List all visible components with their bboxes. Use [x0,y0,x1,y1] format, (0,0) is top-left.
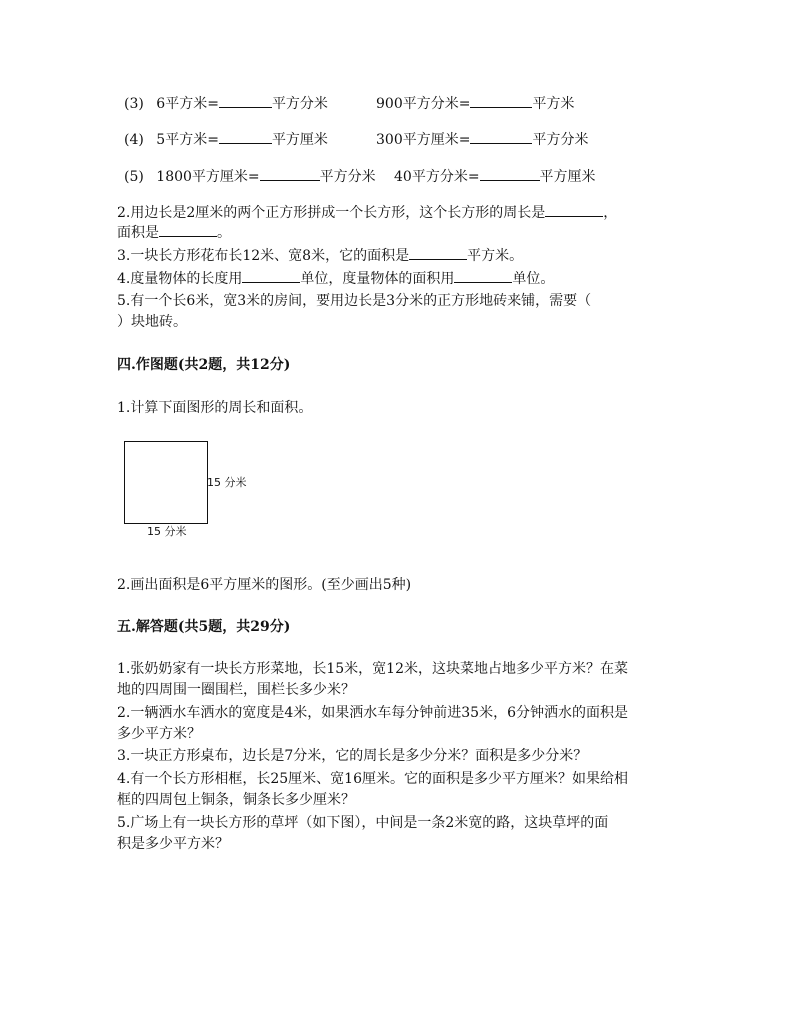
section-5-heading: 五.解答题(共5题，共29分) [117,619,291,635]
question-text: 4.度量物体的长度用 [117,271,243,287]
conversion-expression: 5平方米= [156,132,219,148]
section-5-line: 4.有一个长方形相框，长25厘米、宽16厘米。它的面积是多少平方厘米？如果给相 [117,771,628,787]
conversion-expression: 1800平方厘米= [156,169,260,185]
question-2-line-2 [117,222,231,243]
question-text: 3.一块长方形花布长12米、宽8米，它的面积是 [117,248,410,264]
answer-blank[interactable] [219,93,272,108]
conversion-row-4-left [124,129,328,150]
question-5-line-1: 5.有一个长6米，宽3米的房间，要用边长是3分米的正方形地砖来铺，需要（ [117,293,592,309]
answer-blank[interactable] [409,245,467,260]
conversion-unit: 平方厘米 [539,169,596,185]
conversion-row-5-right [394,166,596,187]
conversion-row-5-left [124,166,376,187]
section-5-line: 3.一块正方形桌布，边长是7分米，它的周长是多少分米？面积是多少分米？ [117,748,588,764]
question-text: 2.用边长是2厘米的两个正方形拼成一个长方形，这个长方形的周长是 [117,205,546,221]
section-5-line: 多少平方米？ [117,726,201,742]
conversion-unit: 平方米 [532,96,575,112]
question-2-line-1 [117,202,617,223]
answer-blank[interactable] [219,129,272,144]
section-5-line: 积是多少平方米？ [117,836,229,852]
section-5-line: 地的四周围一圈围栏，围栏长多少米？ [117,682,355,698]
answer-blank[interactable] [545,202,603,217]
section-5-line: 2.一辆洒水车洒水的宽度是4米，如果洒水车每分钟前进35米，6分钟洒水的面积是 [117,705,628,721]
answer-blank[interactable] [242,268,300,283]
answer-blank[interactable] [480,166,540,181]
section-4-question-2: 2.画出面积是6平方厘米的图形。(至少画出5种) [117,577,412,593]
question-text: 单位，度量物体的面积用 [300,271,455,287]
conversion-unit: 平方分米 [271,96,328,112]
question-text: 面积是 [117,225,159,241]
side-length-label: 15 分米 [207,476,247,489]
section-4-question-1: 1.计算下面图形的周长和面积。 [117,400,313,416]
answer-blank[interactable] [454,268,512,283]
bottom-length-label: 15 分米 [147,525,187,538]
conversion-expression: 6平方米= [156,96,219,112]
punctuation: ， [603,205,618,221]
square-figure [124,441,208,524]
conversion-row-3-right [376,93,574,114]
question-text: 单位。 [512,271,555,287]
answer-blank[interactable] [159,222,217,237]
answer-blank[interactable] [470,129,532,144]
section-5-line: 框的四周包上铜条，铜条长多少厘米？ [117,792,355,808]
section-5-line: 5.广场上有一块长方形的草坪（如下图），中间是一条2米宽的路，这块草坪的面 [117,815,609,831]
conversion-expression: 900平方分米= [376,96,471,112]
conversion-row-3-left [124,93,328,114]
answer-blank[interactable] [260,166,320,181]
section-5-line: 1.张奶奶家有一块长方形菜地，长15米，宽12米，这块菜地占地多少平方米？在菜 [117,661,628,677]
conversion-unit: 平方分米 [532,132,589,148]
conversion-expression: 300平方厘米= [376,132,471,148]
conversion-expression: 40平方分米= [394,169,480,185]
conversion-unit: 平方厘米 [271,132,328,148]
item-number: (3) [124,96,144,112]
question-5-line-2: ）块地砖。 [117,314,187,330]
conversion-row-4-right [376,129,588,150]
conversion-unit: 平方分米 [319,169,376,185]
punctuation: 。 [217,225,231,241]
question-4 [117,268,554,289]
question-3 [117,245,523,266]
section-4-heading: 四.作图题(共2题，共12分) [117,357,291,373]
item-number: (4) [124,132,144,148]
question-text: 平方米。 [467,248,524,264]
item-number: (5) [124,169,144,185]
answer-blank[interactable] [470,93,532,108]
